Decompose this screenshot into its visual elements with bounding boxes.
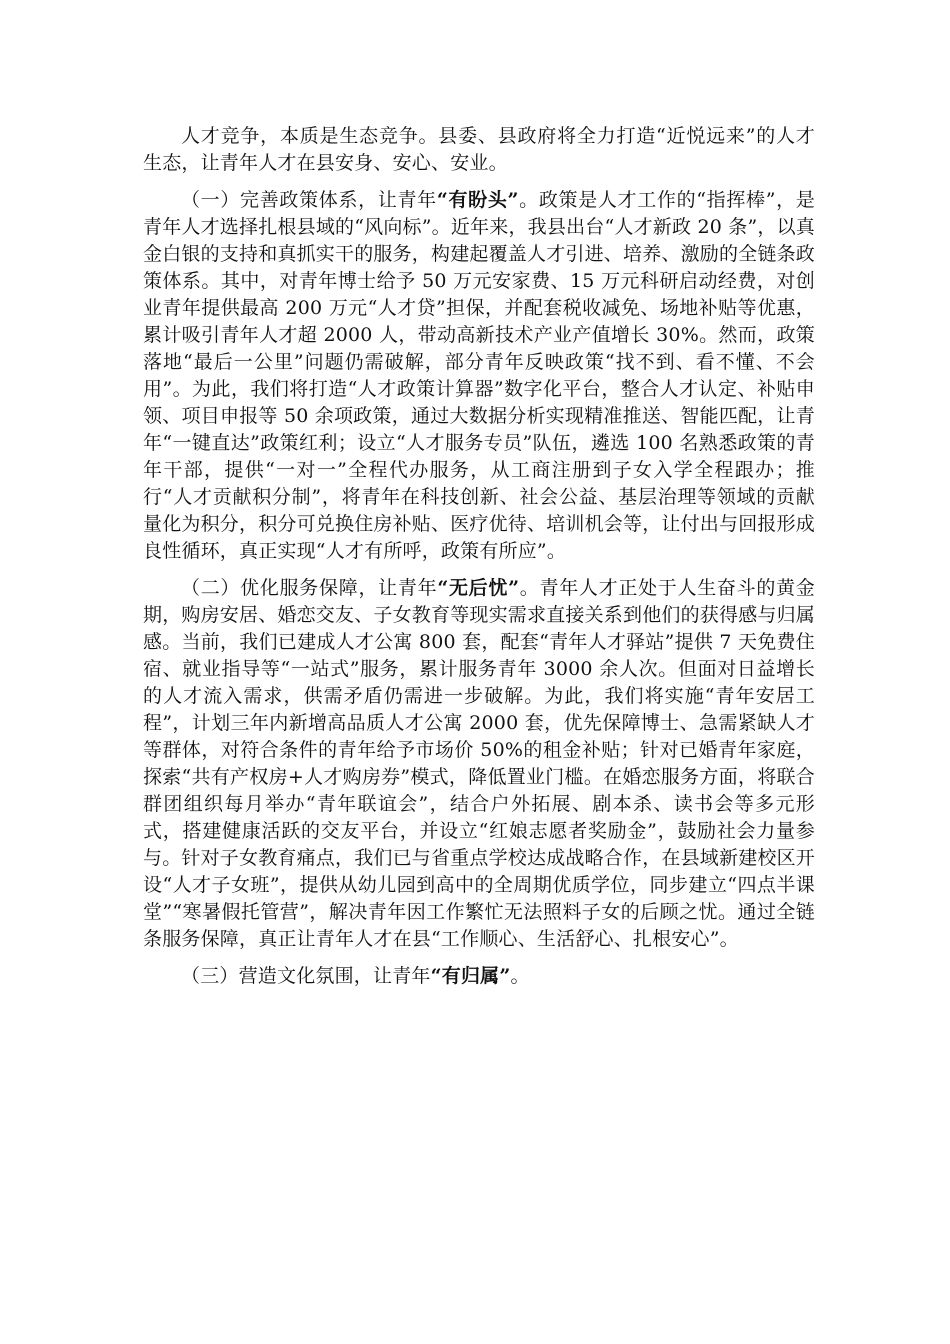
document-body bbox=[143, 123, 815, 1000]
section-text-2: 。青年人才正处于人生奋斗的黄金期，购房安居、婚恋交友、子女教育等现实需求直接关系到他们的获得感与归属感。当前，我们已建成人才公寓 800 套，配套“青年人才驿站”提供 7 天免费住宿、就业指导等“一站式”服务，累计服务青年 3000 余人次。但面对日益增长的人才流入需求，供需矛盾仍需进一步破解。为此，我们将实施“青年安居工程”，计划三年内新增高品质人才公寓 2000 套，优先保障博士、急需紧缺人才等群体，对符合条件的青年给予市场价 50%的租金补贴；针对已婚青年家庭，探索“共有产权房+人才购房券”模式，降低置业门槛。在婚恋服务方面，将联合群团组织每月举办“青年联谊会”，结合户外拓展、剧本杀、读书会等多元形式，搭建健康活跃的交友平台，并设立“红娘志愿者奖励金”，鼓励社会力量参与。针对子女教育痛点，我们已与省重点学校达成战略合作，在县域新建校区开设“人才子女班”，提供从幼儿园到高中的全周期优质学位，同步建立“四点半课堂”“寒暑假托管营”，解决青年因工作繁忙无法照料子女的后顾之忧。通过全链条服务保障，真正让青年人才在县“工作顺心、生活舒心、扎根安心”。 bbox=[143, 577, 816, 950]
section-text-3: 。 bbox=[510, 965, 530, 987]
paragraph-section-1 bbox=[143, 187, 815, 565]
section-heading-2: （二）优化服务保障，让青年 bbox=[181, 577, 438, 599]
section-heading-3: （三）营造文化氛围，让青年 bbox=[181, 965, 431, 987]
paragraph-text: 人才竞争，本质是生态竞争。县委、县政府将全力打造“近悦远来”的人才生态，让青年人才在县安身、安心、安业。 bbox=[143, 125, 815, 174]
paragraph-section-3 bbox=[143, 963, 815, 990]
paragraph-section-2 bbox=[143, 575, 815, 953]
paragraph-intro bbox=[143, 123, 815, 177]
section-keyword-3: “有归属” bbox=[430, 965, 511, 987]
section-heading-1: （一）完善政策体系，让青年 bbox=[181, 189, 437, 211]
section-keyword-2: “无后忧” bbox=[437, 577, 520, 599]
section-keyword-1: “有盼头” bbox=[436, 189, 519, 211]
section-text-1: 。政策是人才工作的“指挥棒”，是青年人才选择扎根县域的“风向标”。近年来，我县出台“人才新政 20 条”，以真金白银的支持和真抓实干的服务，构建起覆盖人才引进、培养、激励的全链条政策体系。其中，对青年博士给予 50 万元安家费、15 万元科研启动经费，对创业青年提供最高 200 万元“人才贷”担保，并配套税收减免、场地补贴等优惠，累计吸引青年人才超 2000 人，带动高新技术产业产值增长 30%。然而，政策落地“最后一公里”问题仍需破解，部分青年反映政策“找不到、看不懂、不会用”。为此，我们将打造“人才政策计算器”数字化平台，整合人才认定、补贴申领、项目申报等 50 余项政策，通过大数据分析实现精准推送、智能匹配，让青年“一键直达”政策红利；设立“人才服务专员”队伍，遴选 100 名熟悉政策的青年干部，提供“一对一”全程代办服务，从工商注册到子女入学全程跟办；推行“人才贡献积分制”，将青年在科技创新、社会公益、基层治理等领域的贡献量化为积分，积分可兑换住房补贴、医疗优待、培训机会等，让付出与回报形成良性循环，真正实现“人才有所呼，政策有所应”。 bbox=[143, 189, 816, 562]
